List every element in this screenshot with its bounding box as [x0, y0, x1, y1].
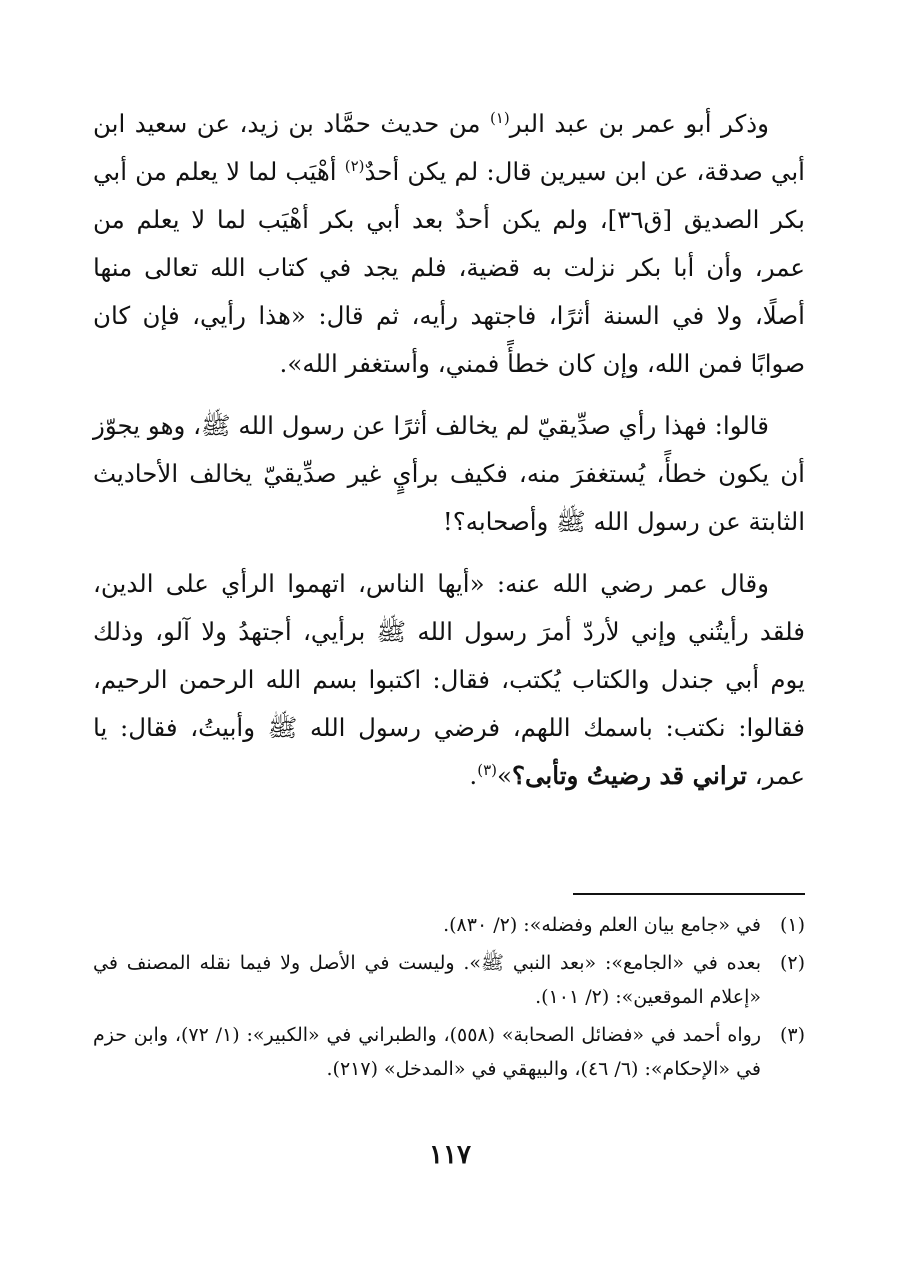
footnote-number: (١): [779, 914, 805, 936]
p3-bold-quote: تراني قد رضيتُ وتأبى؟: [512, 761, 747, 790]
footnote-ref-1: (١): [489, 108, 510, 127]
p1-segment-1: وذكر أبو عمر بن عبد البر: [509, 109, 769, 138]
footnote-1: [93, 908, 805, 942]
footnote-text: رواه أحمد في «فضائل الصحابة» (٥٥٨)، والطبراني في «الكبير»: (١/ ٧٢)، وابن حزم في «الإحكام»: (٦/ ٤٦)، والبيهقي في «المدخل» (٢١٧).: [93, 1024, 761, 1080]
footnote-text: في «جامع بيان العلم وفضله»: (٢/ ٨٣٠).: [443, 914, 761, 936]
main-text: [93, 100, 805, 800]
page-number: ١١٧: [429, 1140, 471, 1170]
footnotes: [93, 908, 805, 1090]
footnote-number: (٢): [779, 952, 805, 974]
footnote-number: (٣): [779, 1024, 805, 1046]
paragraph-1: [93, 100, 805, 388]
footnote-ref-2: (٢): [344, 156, 365, 175]
p2-segment-1: قالوا: فهذا رأي صدِّيقيّ لم يخالف أثرًا عن رسول الله ﷺ، وهو يجوّز أن يكون خطأً، يُستغفرَ منه، فكيف برأيٍ غير صدِّيقيّ يخالف الأحاديث الثابتة عن رسول الله ﷺ وأصحابه؟!: [93, 411, 805, 536]
p1-segment-2: من حديث حمَّاد بن زيد، عن سعيد ابن أبي صدقة، عن ابن سيرين قال: لم يكن أحدٌ: [93, 109, 805, 186]
p3-period: .: [469, 761, 478, 790]
footnote-separator: [573, 893, 805, 895]
footnote-ref-3: (٣): [477, 760, 497, 779]
footnote-3: [93, 1018, 805, 1086]
p3-segment-1: وقال عمر رضي الله عنه: «أيها الناس، اتهموا الرأي على الدين، فلقد رأيتُني وإني لأردّ أمرَ رسول الله ﷺ برأيي، أجتهدُ ولا آلو، وذلك يوم أبي جندل والكتاب يُكتب، فقال: اكتبوا بسم الله الرحمن الرحيم، فقالوا: نكتب: باسمك اللهم، فرضي رسول الله ﷺ وأبيتُ، فقال: يا عمر،: [93, 569, 805, 790]
p3-closing-quote: »: [497, 761, 512, 790]
paragraph-3: [93, 560, 805, 800]
p1-segment-3: أهْيَب لما لا يعلم من أبي بكر الصديق [ق٣٦]، ولم يكن أحدٌ بعد أبي بكر أهْيَب لما لا يعلم من عمر، وأن أبا بكر نزلت به قضية، فلم يجد في كتاب الله تعالى منها أصلًا، ولا في السنة أثرًا، فاجتهد رأيه، ثم قال: «هذا رأيي، فإن كان صوابًا فمن الله، وإن كان خطأً فمني، وأستغفر الله».: [93, 157, 806, 378]
footnote-text: بعده في «الجامع»: «بعد النبي ﷺ». وليست في الأصل ولا فيما نقله المصنف في «إعلام الموقعين»: (٢/ ١٠١).: [93, 952, 761, 1008]
paragraph-2: [93, 402, 805, 546]
footnote-2: [93, 946, 805, 1014]
